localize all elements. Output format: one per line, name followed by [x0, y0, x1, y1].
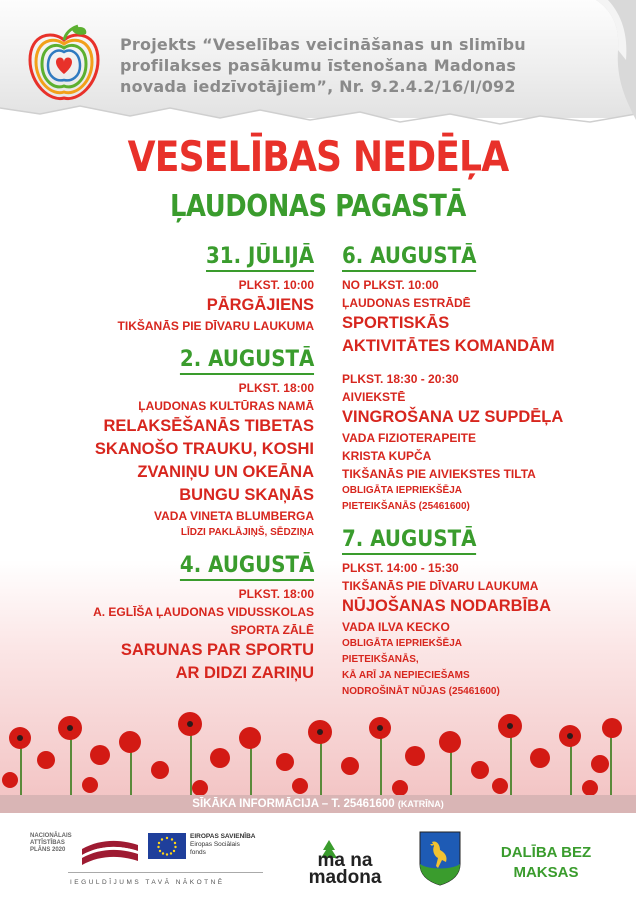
event-note: LĪDZI PAKLĀJIŅŠ, SĒDZIŅA [180, 527, 314, 538]
spacer [342, 358, 632, 370]
nap-line: ATTĪSTĪBAS [30, 840, 65, 846]
event-title-line: RELAKSĒŠANĀS TIBETAS [103, 417, 314, 435]
event-place: TIKŠANĀS PIE DĪVARU LAUKUMA [117, 319, 314, 333]
eu-line: fonds [190, 849, 206, 856]
project-line: novada iedzīvotājiem”, Nr. 9.2.4.2/16/I/092 [120, 77, 516, 96]
eu-line: EIROPAS SAVIENĪBA [190, 833, 256, 840]
free-line: DALĪBA BEZ [500, 844, 592, 861]
madona-wordmark-bottom: madona [308, 867, 382, 888]
coat-of-arms-icon [418, 830, 462, 886]
event-time: NO PLKST. 10:00 [342, 278, 439, 292]
event-lead: VADA VINETA BLUMBERGA [154, 509, 314, 523]
page-title: VESELĪBAS NEDĒĻA [127, 132, 509, 181]
event-place: TIKŠANĀS PIE DĪVARU LAUKUMA [342, 579, 539, 593]
event-title: PĀRGĀJIENS [206, 296, 314, 314]
event-title-line: AKTIVITĀTES KOMANDĀM [342, 337, 555, 355]
project-line: profilakses pasākumu īstenošana Madonas [120, 56, 517, 75]
event-note-line: PIETEIKŠANĀS, [342, 654, 419, 665]
event-place-line: A. EGLĪŠA ĻAUDONAS VIDUSSKOLAS [93, 605, 314, 619]
event-place: ĻAUDONAS ESTRĀDĒ [342, 296, 471, 310]
date-heading: 4. AUGUSTĀ [180, 553, 314, 581]
nap-line: NACIONĀLAIS [30, 833, 72, 839]
page-subtitle: ĻAUDONAS PAGASTĀ [170, 189, 466, 224]
event-note-line: PIETEIKŠANĀS (25461600) [342, 501, 470, 512]
apple-logo-icon [22, 22, 106, 106]
divider [68, 872, 263, 873]
poppy-field-image [0, 700, 636, 810]
nap-line: PLĀNS 2020 [30, 847, 66, 853]
madona-logo [295, 838, 395, 888]
eu-flag-icon [148, 833, 186, 859]
eu-caption [190, 833, 270, 857]
project-description [120, 34, 620, 97]
event-lead-line: VADA FIZIOTERAPEITE [342, 431, 477, 445]
event-lead-line: KRISTA KUPČA [342, 449, 432, 463]
latvia-flag-icon [80, 835, 140, 870]
event-title-line: BUNGU SKAŅĀS [179, 486, 314, 504]
event-time: PLKST. 18:00 [238, 381, 314, 395]
madona-wordmark-top: ma na [317, 850, 373, 871]
date-heading: 2. AUGUSTĀ [180, 347, 314, 375]
event-note-line: OBLIGĀTA IEPRIEKŠĒJA [342, 485, 463, 496]
event-title: NŪJOŠANAS NODARBĪBA [342, 597, 552, 615]
event-time: PLKST. 10:00 [238, 278, 314, 292]
nap2020-logo [30, 833, 72, 854]
eu-logo [148, 833, 256, 859]
day-block-31-july [14, 244, 314, 335]
day-block-7-august [342, 527, 632, 700]
event-time: PLKST. 18:00 [238, 587, 314, 601]
info-text: SĪKĀKA INFORMĀCIJA – T. 25461600 [192, 798, 395, 810]
day-block-4-august [14, 553, 314, 685]
event-lead: VADA ILVA KECKO [342, 620, 450, 634]
schedule-right-column [342, 244, 632, 712]
free-line: MAKSAS [513, 864, 579, 881]
event-note-line: KĀ ARĪ JA NEPIECIEŠAMS [342, 670, 470, 681]
event-title-line: SPORTISKĀS [342, 314, 450, 332]
day-block-2-august [14, 347, 314, 541]
event-title-line: SARUNAS PAR SPORTU [120, 641, 314, 659]
event-place: AIVIEKSTĒ [342, 390, 406, 404]
info-bar [0, 795, 636, 813]
date-heading: 6. AUGUSTĀ [342, 244, 476, 272]
date-heading: 31. JŪLIJĀ [206, 244, 314, 272]
schedule-left-column [14, 244, 314, 697]
event-meeting: TIKŠANĀS PIE AIVIEKSTES TILTA [342, 467, 536, 481]
day-block-6-august [342, 244, 632, 515]
eu-line: Eiropas Sociālais [190, 841, 240, 848]
project-line: Projekts “Veselības veicināšanas un slimību [120, 35, 526, 54]
footer-slogan: IEGULDĪJUMS TAVĀ NĀKOTNĒ [70, 879, 225, 886]
event-title-line: AR DIDZI ZARIŅU [175, 664, 314, 682]
info-contact: (KATRĪNA) [397, 799, 444, 809]
free-participation-notice [486, 843, 606, 883]
event-title: VINGROŠANA UZ SUPDĒĻA [342, 408, 564, 426]
event-place-line: SPORTA ZĀLĒ [230, 623, 314, 637]
event-note-line: OBLIGĀTA IEPRIEKŠĒJA [342, 638, 463, 649]
date-heading: 7. AUGUSTĀ [342, 527, 476, 555]
event-title-line: SKANOŠO TRAUKU, KOSHI [94, 440, 314, 458]
event-note-line: NODROŠINĀT NŪJAS (25461600) [342, 686, 500, 697]
event-time: PLKST. 14:00 - 15:30 [342, 561, 459, 575]
event-time: PLKST. 18:30 - 20:30 [342, 372, 459, 386]
event-title-line: ZVANIŅU UN OKEĀNA [137, 463, 314, 481]
event-place: ĻAUDONAS KULTŪRAS NAMĀ [138, 399, 314, 413]
